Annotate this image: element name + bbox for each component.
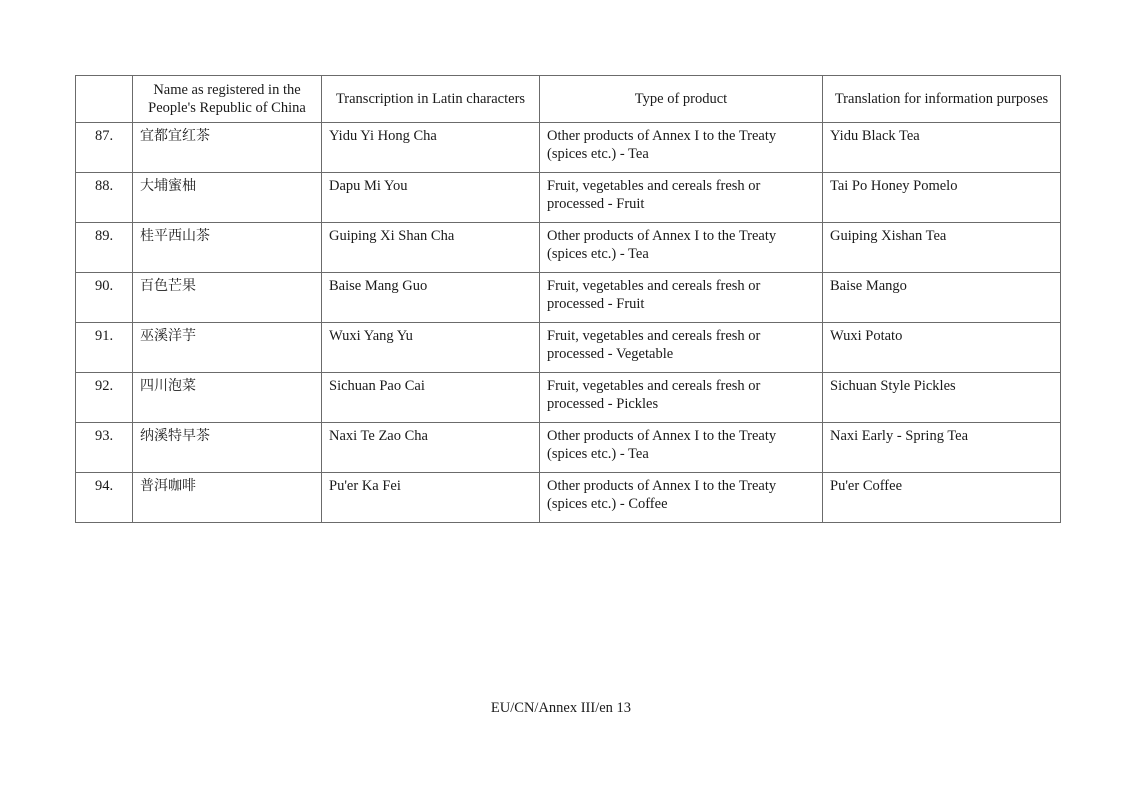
registered-name: 普洱咖啡 — [133, 473, 322, 523]
registered-name: 宜都宜红茶 — [133, 123, 322, 173]
table-row — [76, 373, 1061, 423]
table-row — [76, 473, 1061, 523]
translation: Naxi Early - Spring Tea — [823, 423, 1061, 473]
registered-name: 纳溪特早茶 — [133, 423, 322, 473]
table-row — [76, 173, 1061, 223]
row-number: 91. — [76, 323, 133, 373]
transcription: Yidu Yi Hong Cha — [322, 123, 540, 173]
transcription: Baise Mang Guo — [322, 273, 540, 323]
registered-name: 四川泡菜 — [133, 373, 322, 423]
transcription: Guiping Xi Shan Cha — [322, 223, 540, 273]
product-type: Fruit, vegetables and cereals fresh or processed - Vegetable — [540, 323, 823, 373]
registered-name: 百色芒果 — [133, 273, 322, 323]
transcription: Sichuan Pao Cai — [322, 373, 540, 423]
header-registered-name: Name as registered in the People's Republic of China — [133, 76, 322, 123]
registered-name: 桂平西山茶 — [133, 223, 322, 273]
row-number: 88. — [76, 173, 133, 223]
transcription: Pu'er Ka Fei — [322, 473, 540, 523]
table-row — [76, 273, 1061, 323]
row-number: 90. — [76, 273, 133, 323]
table-row — [76, 323, 1061, 373]
row-number: 87. — [76, 123, 133, 173]
product-type: Other products of Annex I to the Treaty (spices etc.) - Coffee — [540, 473, 823, 523]
product-type: Other products of Annex I to the Treaty (spices etc.) - Tea — [540, 223, 823, 273]
table-row — [76, 423, 1061, 473]
translation: Baise Mango — [823, 273, 1061, 323]
registered-name: 巫溪洋芋 — [133, 323, 322, 373]
translation: Wuxi Potato — [823, 323, 1061, 373]
translation: Pu'er Coffee — [823, 473, 1061, 523]
translation: Guiping Xishan Tea — [823, 223, 1061, 273]
transcription: Wuxi Yang Yu — [322, 323, 540, 373]
transcription: Naxi Te Zao Cha — [322, 423, 540, 473]
registered-name: 大埔蜜柚 — [133, 173, 322, 223]
product-type: Fruit, vegetables and cereals fresh or processed - Pickles — [540, 373, 823, 423]
header-transcription: Transcription in Latin characters — [322, 76, 540, 123]
row-number: 92. — [76, 373, 133, 423]
product-type: Fruit, vegetables and cereals fresh or processed - Fruit — [540, 273, 823, 323]
gi-table — [75, 75, 1061, 523]
translation: Sichuan Style Pickles — [823, 373, 1061, 423]
product-type: Fruit, vegetables and cereals fresh or processed - Fruit — [540, 173, 823, 223]
row-number: 89. — [76, 223, 133, 273]
header-product-type: Type of product — [540, 76, 823, 123]
gi-table-container — [75, 75, 1060, 523]
product-type: Other products of Annex I to the Treaty (spices etc.) - Tea — [540, 423, 823, 473]
translation: Tai Po Honey Pomelo — [823, 173, 1061, 223]
header-row — [76, 76, 1061, 123]
page-footer: EU/CN/Annex III/en 13 — [490, 700, 632, 716]
table-row — [76, 123, 1061, 173]
header-translation: Translation for information purposes — [823, 76, 1061, 123]
product-type: Other products of Annex I to the Treaty (spices etc.) - Tea — [540, 123, 823, 173]
translation: Yidu Black Tea — [823, 123, 1061, 173]
transcription: Dapu Mi You — [322, 173, 540, 223]
row-number: 94. — [76, 473, 133, 523]
row-number: 93. — [76, 423, 133, 473]
header-number — [76, 76, 133, 123]
table-row — [76, 223, 1061, 273]
